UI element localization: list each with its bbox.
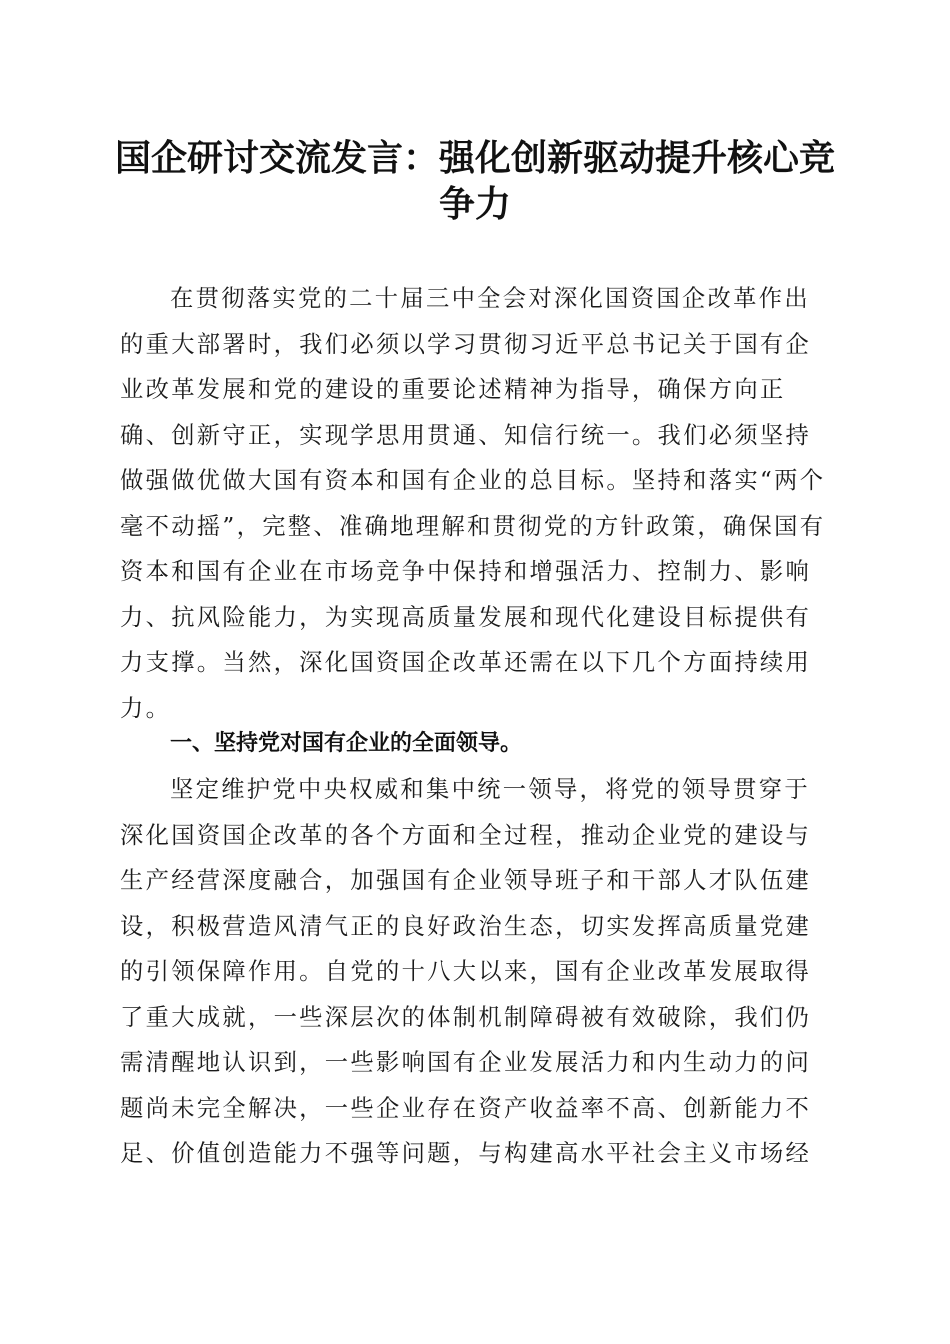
section-1-paragraph	[120, 767, 832, 1177]
section-1-paragraph-text: 坚定维护党中央权威和集中统一领导，将党的领导贯穿于深化国资国企改革的各个方面和全过程，推动企业党的建设与生产经营深度融合，加强国有企业领导班子和干部人才队伍建设，积极营造风清气正的良好政治生态，切实发挥高质量党建的引领保障作用。自党的十八大以来，国有企业改革发展取得了重大成就，一些深层次的体制机制障碍被有效破除，我们仍需清醒地认识到，一些影响国有企业发展活力和内生动力的问题尚未完全解决，一些企业存在资产收益率不高、创新能力不足、价值创造能力不强等问题，与构建高水平社会主义市场经	[120, 776, 812, 1167]
intro-paragraph	[120, 276, 832, 731]
intro-paragraph-text: 在贯彻落实党的二十届三中全会对深化国资国企改革作出的重大部署时，我们必须以学习贯彻习近平总书记关于国有企业改革发展和党的建设的重要论述精神为指导，确保方向正确、创新守正，实现学思用贯通、知信行统一。我们必须坚持做强做优做大国有资本和国有企业的总目标。坚持和落实“两个毫不动摇”，完整、准确地理解和贯彻党的方针政策，确保国有资本和国有企业在市场竞争中保持和增强活力、控制力、影响力、抗风险能力，为实现高质量发展和现代化建设目标提供有力支撑。当然，深化国资国企改革还需在以下几个方面持续用力。	[120, 285, 826, 722]
document-title: 国企研讨交流发言：强化创新驱动提升核心竞争力	[114, 137, 835, 225]
section-1-heading: 一、坚持党对国有企业的全面领导。	[170, 731, 523, 756]
